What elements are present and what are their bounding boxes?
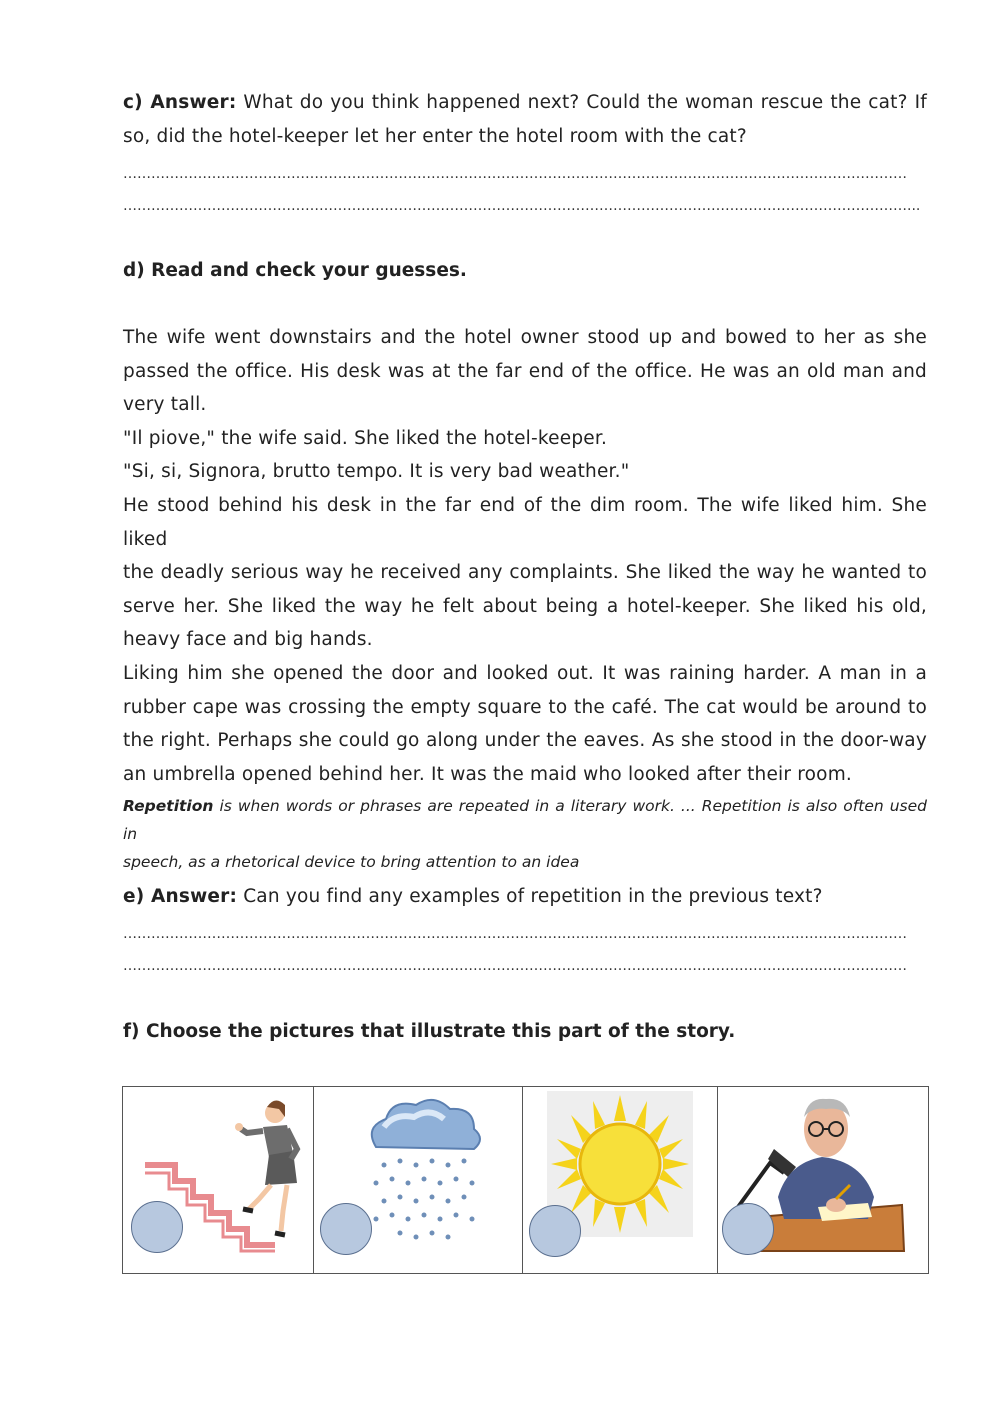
section-c-label: c) Answer: <box>123 92 237 113</box>
story-line: heavy face and big hands. <box>123 629 373 651</box>
picture-cell-stairs <box>123 1087 314 1274</box>
definition-line2: speech, as a rhetorical device to bring attention to an idea <box>123 853 580 871</box>
section-c-answer-line-2[interactable]: ……………………………………………………………………………………………………………………………………………………... <box>123 198 921 214</box>
story-line: serve her. She liked the way he felt about being a hotel-keeper. She liked his old, <box>123 595 927 617</box>
picture-choice-table <box>122 1086 929 1274</box>
story-line: "Si, si, Signora, brutto tempo. It is very bad weather." <box>123 461 630 483</box>
choice-circle-stairs[interactable] <box>131 1201 183 1253</box>
story-line: an umbrella opened behind her. It was the maid who looked after their room. <box>123 763 853 785</box>
story-line: the right. Perhaps she could go along under the eaves. As she stood in the door-way <box>123 730 927 752</box>
choice-circle-rain[interactable] <box>320 1203 372 1255</box>
section-c-question-line1: What do you think happened next? Could the woman rescue the cat? If <box>236 92 927 113</box>
section-e-question <box>123 880 927 914</box>
section-d-heading: d) Read and check your guesses. <box>123 260 467 281</box>
repetition-definition <box>123 792 927 876</box>
story-line: very tall. <box>123 394 207 416</box>
story-line: passed the office. His desk was at the far end of the office. He was an old man and <box>123 360 927 382</box>
section-c-question <box>123 86 927 153</box>
story-text <box>123 321 927 791</box>
section-e-answer-line-1[interactable]: …………………………………………………………………………………………………………………………………………………… <box>123 926 907 942</box>
picture-cell-old-man <box>718 1087 929 1274</box>
story-line: He stood behind his desk in the far end of the dim room. The wife liked him. She liked <box>123 494 927 550</box>
picture-cell-rain <box>314 1087 523 1274</box>
section-e-label: e) Answer: <box>123 886 238 907</box>
definition-line1: is when words or phrases are repeated in a literary work. ... Repetition is also often used in <box>123 797 927 843</box>
section-e-question-text: Can you find any examples of repetition in the previous text? <box>237 886 823 907</box>
definition-term: Repetition <box>123 797 214 815</box>
story-line: the deadly serious way he received any complaints. She liked the way he wanted to <box>123 562 927 584</box>
choice-circle-sun[interactable] <box>529 1205 581 1257</box>
story-line: rubber cape was crossing the empty square to the café. The cat would be around to <box>123 696 927 718</box>
section-c-answer-line-1[interactable]: …………………………………………………………………………………………………………………………………………………… <box>123 166 907 182</box>
picture-cell-sun <box>523 1087 718 1274</box>
section-f-heading: f) Choose the pictures that illustrate this part of the story. <box>123 1021 736 1042</box>
story-line: The wife went downstairs and the hotel owner stood up and bowed to her as she <box>123 327 927 348</box>
section-c-question-line2: so, did the hotel-keeper let her enter the hotel room with the cat? <box>123 125 747 147</box>
story-line: "Il piove," the wife said. She liked the hotel-keeper. <box>123 427 608 449</box>
section-e-answer-line-2[interactable]: …………………………………………………………………………………………………………………………………………………… <box>123 958 907 974</box>
choice-circle-old-man[interactable] <box>722 1203 774 1255</box>
story-line: Liking him she opened the door and looked out. It was raining harder. A man in a <box>123 662 927 684</box>
